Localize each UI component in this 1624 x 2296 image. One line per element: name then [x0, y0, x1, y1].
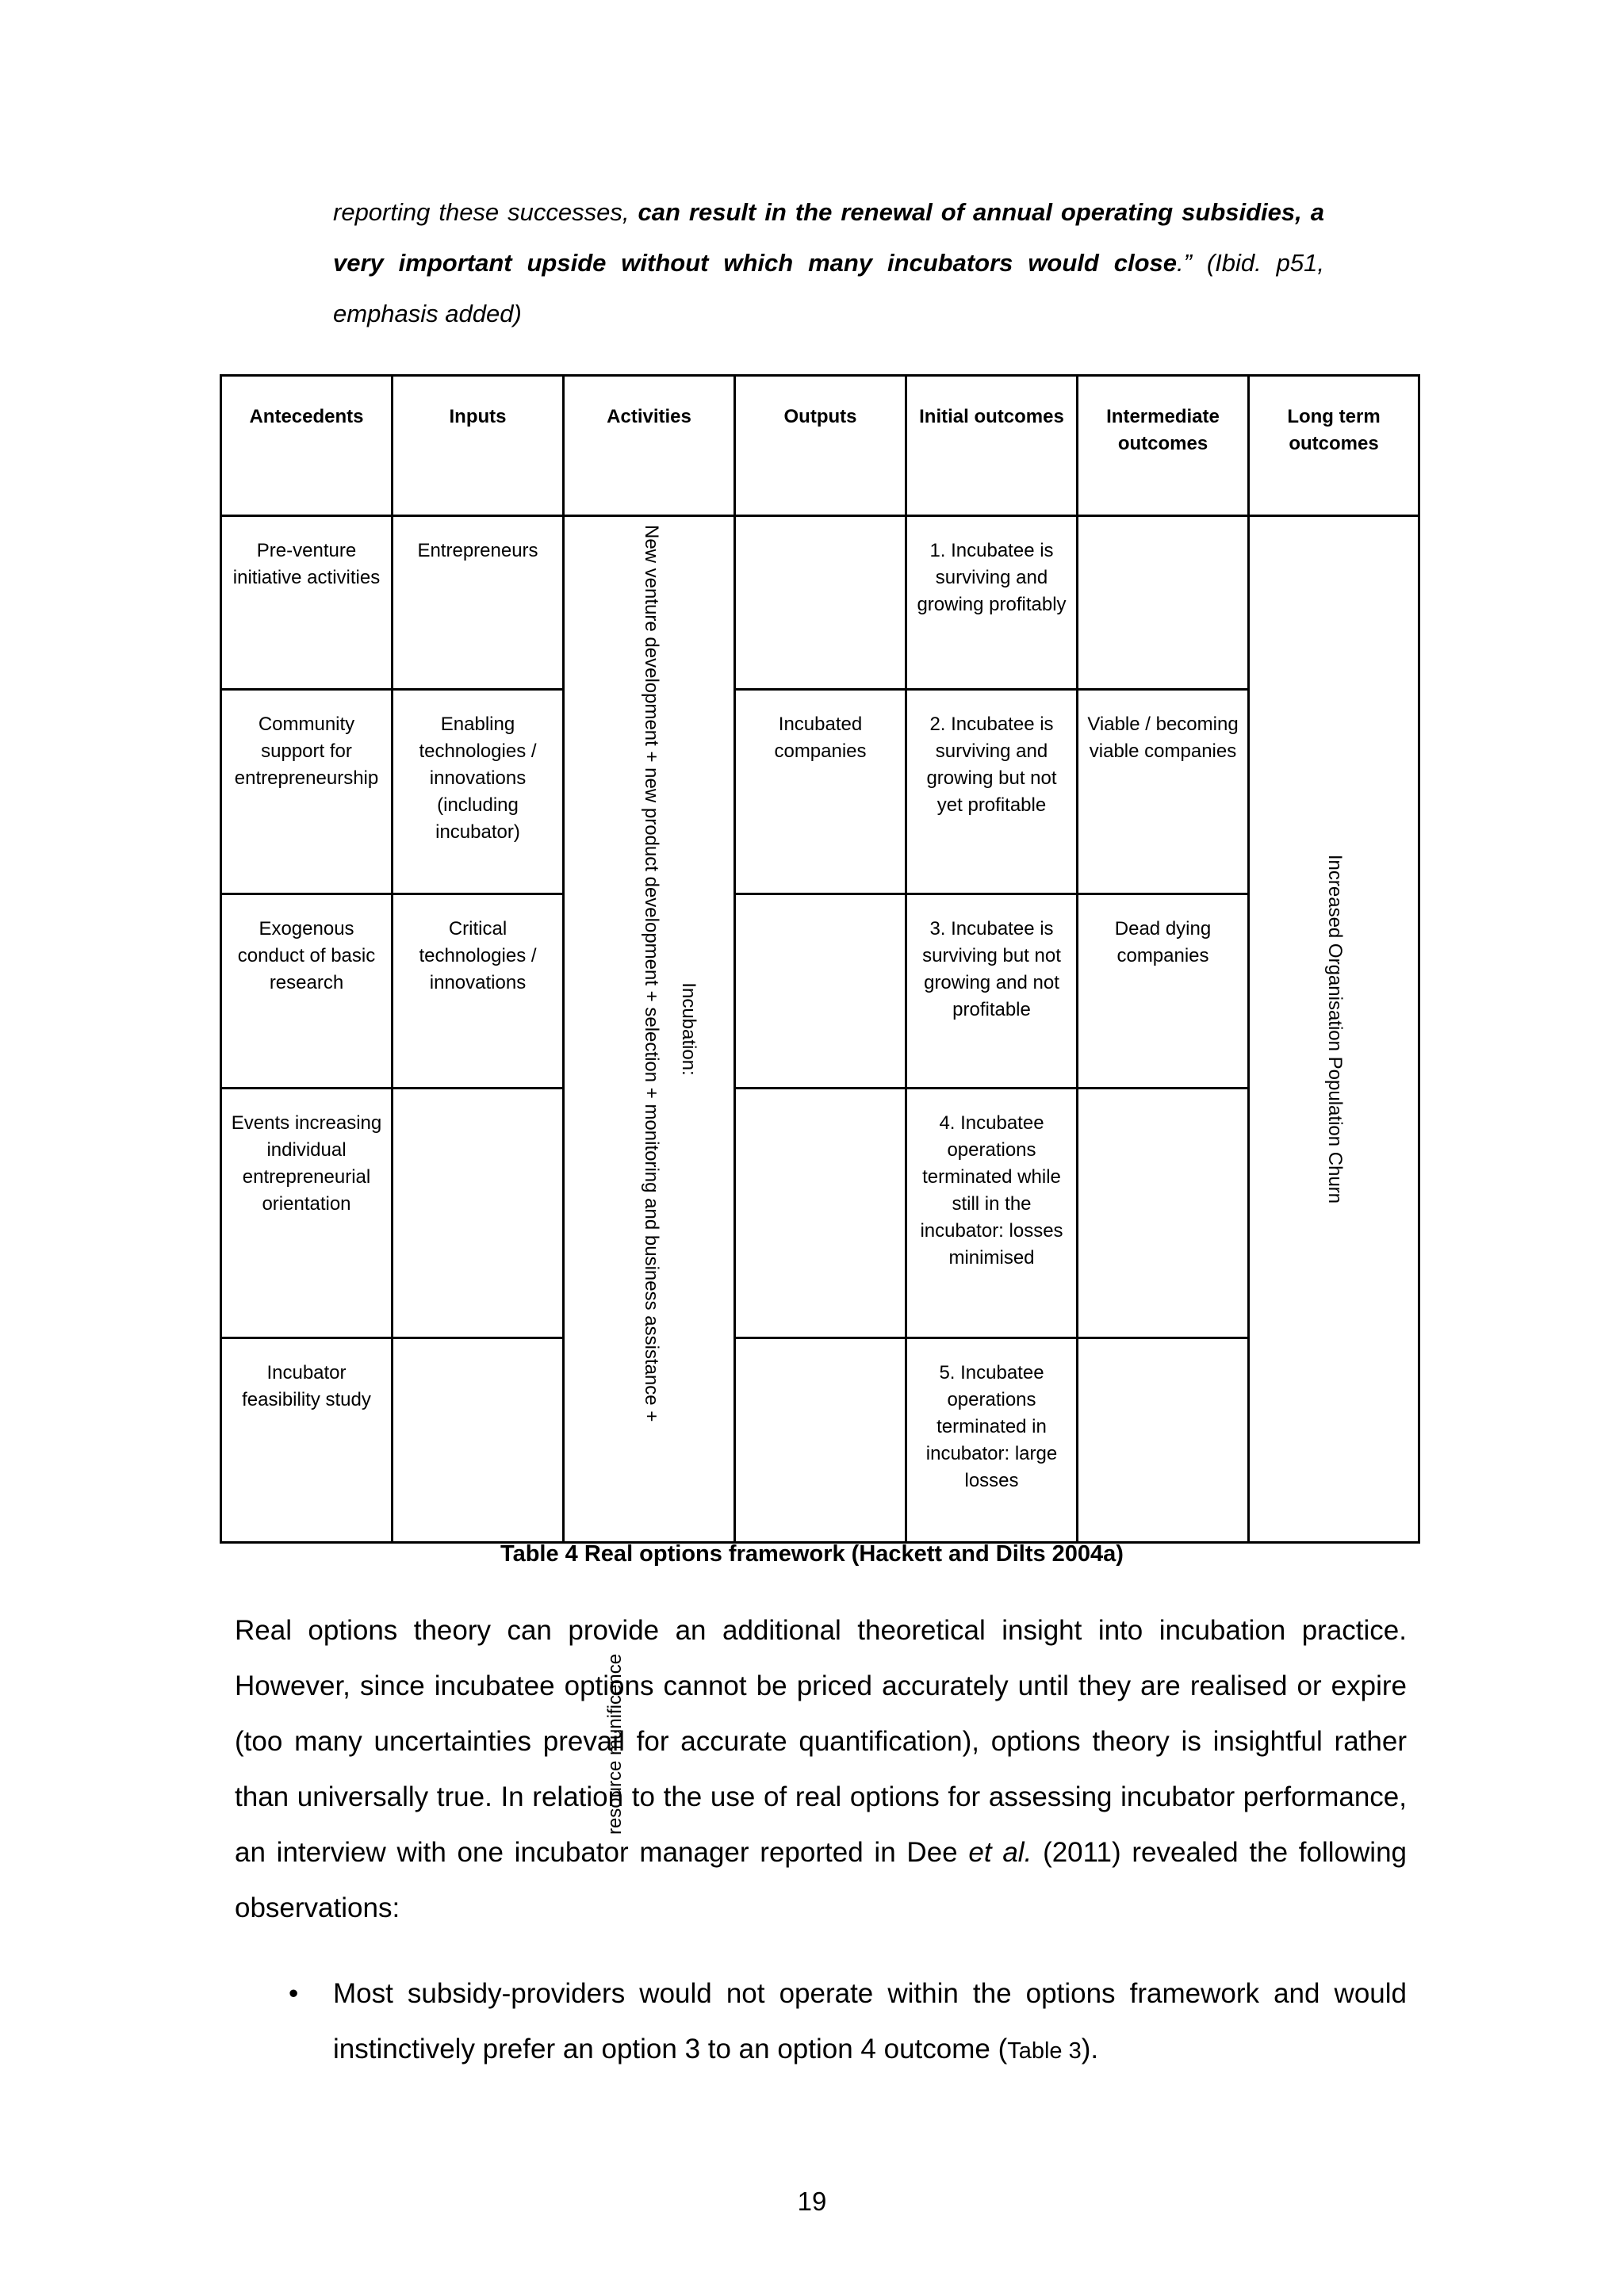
activities-line-2: New venture development + new product development + selection + monitoring and business assistance + [641, 525, 662, 1422]
long-term-cell [1249, 516, 1419, 1543]
initial-outcome-cell: 1. Incubatee is surviving and growing profitably [906, 516, 1078, 690]
quote-line-3: emphasis added) [333, 300, 522, 327]
initial-outcome-cell: 5. Incubatee operations terminated in incubator: large losses [906, 1338, 1078, 1543]
header-initial-outcomes: Initial outcomes [906, 376, 1078, 516]
bullet-icon: • [289, 1978, 299, 2009]
block-quote [333, 187, 1324, 339]
input-cell: Critical technologies / innovations [393, 894, 564, 1088]
input-cell [393, 1338, 564, 1543]
bullet-item: Most subsidy-providers would not operate within the options framework and would instinctively prefer an option 3 to an option 4 outcome (Table 3). [333, 1978, 1407, 2064]
long-term-label: Increased Organisation Population Churn [1324, 854, 1346, 1204]
output-cell [735, 1338, 906, 1543]
page-number: 19 [797, 2187, 827, 2216]
intermediate-outcome-cell: Viable / becoming viable companies [1078, 689, 1249, 894]
table-row [221, 516, 1419, 690]
table-row [221, 689, 1419, 894]
table-row [221, 1338, 1419, 1543]
header-outputs: Outputs [735, 376, 906, 516]
header-antecedents: Antecedents [221, 376, 393, 516]
activities-line-3: resource munificence [604, 1653, 626, 1835]
antecedent-cell: Exogenous conduct of basic research [221, 894, 393, 1088]
initial-outcome-cell: 4. Incubatee operations terminated while still in the incubator: losses minimised [906, 1089, 1078, 1338]
antecedent-cell: Community support for entrepreneurship [221, 689, 393, 894]
initial-outcome-cell: 3. Incubatee is surviving but not growing and not profitable [906, 894, 1078, 1088]
intermediate-outcome-cell [1078, 1338, 1249, 1543]
header-intermediate-outcomes: Intermediate outcomes [1078, 376, 1249, 516]
intermediate-outcome-cell [1078, 1089, 1249, 1338]
table-row [221, 894, 1419, 1088]
output-cell [735, 1089, 906, 1338]
body-paragraph: Real options theory can provide an additional theoretical insight into incubation practice. However, since incubatee options cannot be priced accurately until they are realised or expire (too many uncertainties prevail for accurate quantification), options theory is insightful rather than universally true. In relation to the use of real options for assessing incubator performance, an interview with one incubator manager reported in Dee et al. (2011) revealed the following observations: [235, 1615, 1408, 1923]
header-activities: Activities [564, 376, 735, 516]
table-row [221, 1089, 1419, 1338]
quote-line-2: very important upside without which many incubators would close.” (Ibid. p51, [333, 249, 1324, 277]
antecedent-cell: Events increasing individual entrepreneurial orientation [221, 1089, 393, 1338]
output-cell [735, 894, 906, 1088]
input-cell: Enabling technologies / innovations (including incubator) [393, 689, 564, 894]
activities-cell [564, 516, 735, 1835]
output-cell [735, 516, 906, 690]
table-header-row [221, 376, 1419, 516]
intermediate-outcome-cell [1078, 516, 1249, 690]
quote-line-1: reporting these successes, can result in the renewal of annual operating subsidies, a [333, 198, 1324, 226]
initial-outcome-cell: 2. Incubatee is surviving and growing but not yet profitable [906, 689, 1078, 894]
activities-line-1: Incubation: [678, 982, 699, 1076]
long-term-rotated-text [1250, 517, 1420, 1541]
output-cell: Incubated companies [735, 689, 906, 894]
input-cell [393, 1089, 564, 1338]
input-cell: Entrepreneurs [393, 516, 564, 690]
intermediate-outcome-cell: Dead dying companies [1078, 894, 1249, 1088]
antecedent-cell: Pre-venture initiative activities [221, 516, 393, 690]
table-reference-link[interactable]: Table 3 [1007, 2038, 1082, 2064]
antecedent-cell: Incubator feasibility study [221, 1338, 393, 1543]
table-caption: Table 4 Real options framework (Hackett and Dilts 2004a) [500, 1541, 1124, 1567]
activities-rotated-text [565, 517, 736, 1835]
header-inputs: Inputs [393, 376, 564, 516]
header-long-term-outcomes: Long term outcomes [1249, 376, 1419, 516]
